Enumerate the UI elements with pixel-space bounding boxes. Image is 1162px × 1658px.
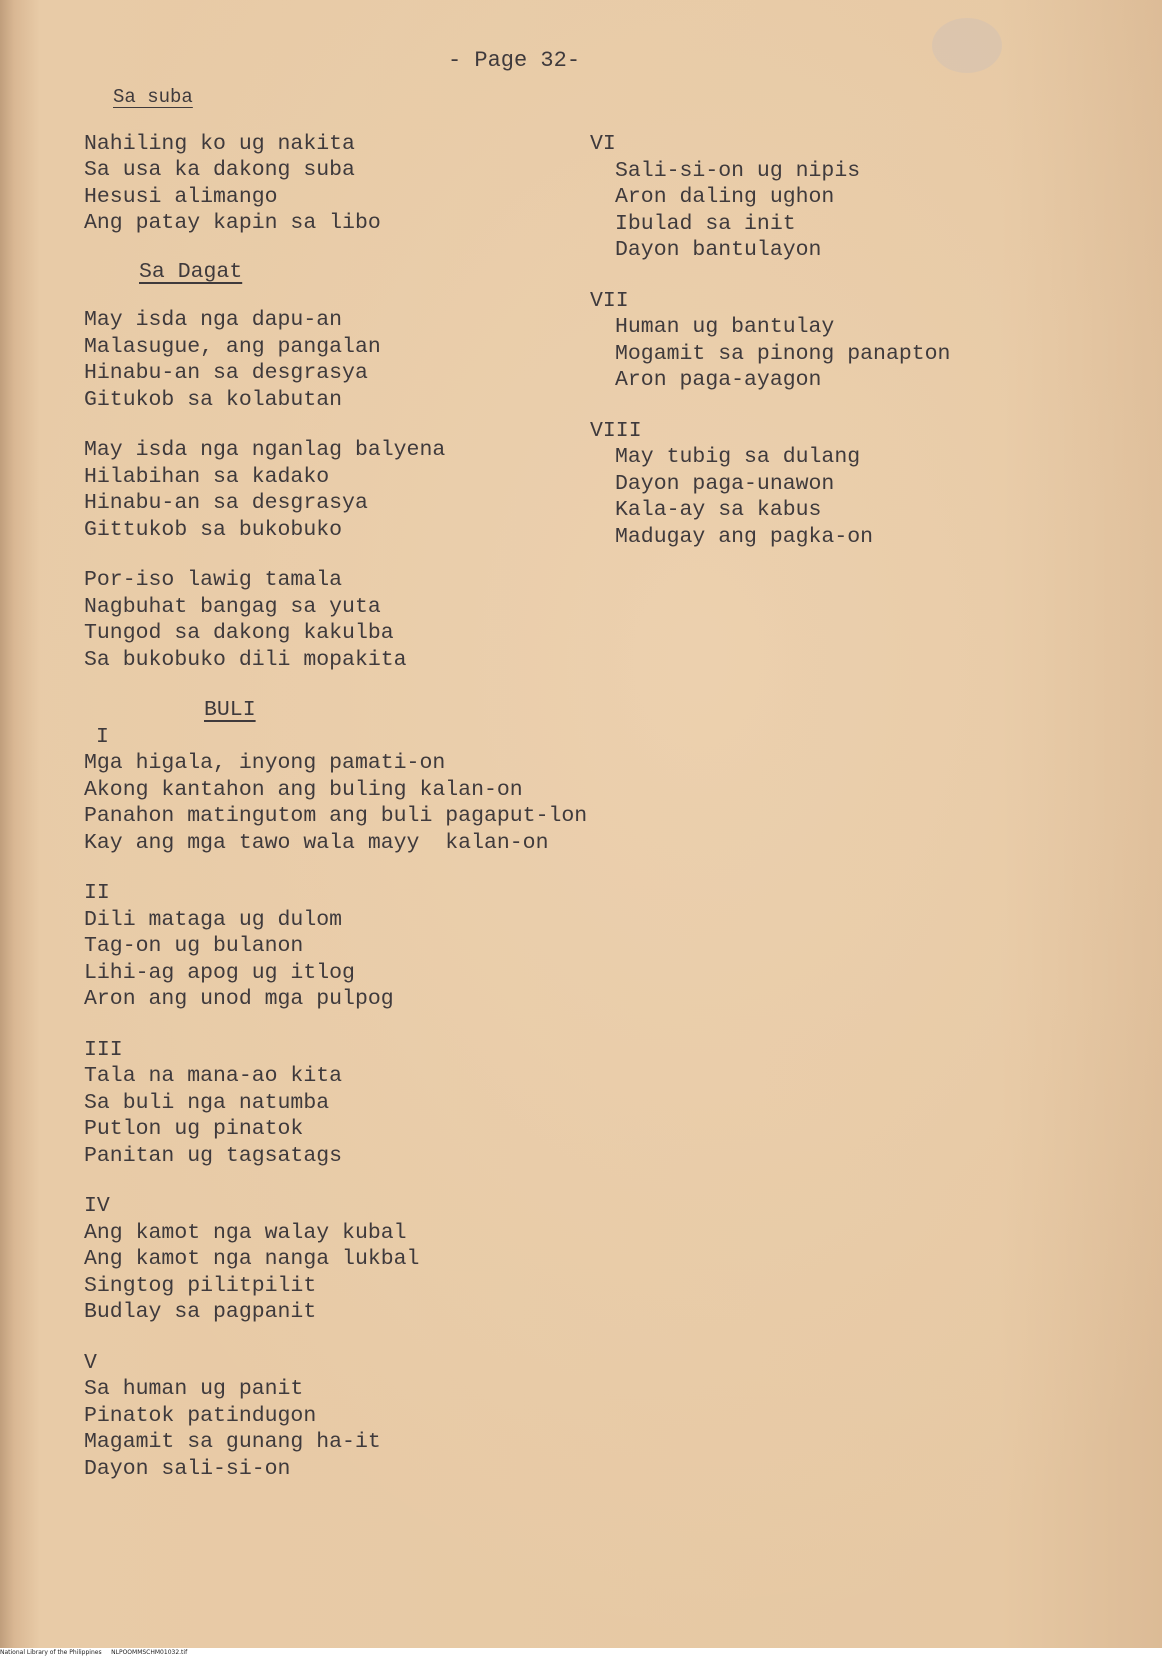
verse-line: Panahon matingutom ang buli pagaput-lon [84, 804, 588, 828]
verse-line: Aron daling ughon [615, 185, 835, 209]
verse-line: Sa usa ka dakong suba [84, 158, 355, 182]
verse-line: Hinabu-an sa desgrasya [84, 361, 368, 385]
verse-line: Tag-on ug bulanon [84, 934, 304, 958]
verse-line: Malasugue, ang pangalan [84, 334, 381, 359]
verse-line: Kay ang mga tawo wala mayy kalan-on [84, 830, 549, 855]
verse-line: Akong kantahon ang buling kalan-on [84, 777, 523, 802]
verse-line: Sa bukobuko dili mopakita [84, 647, 407, 672]
stanza-numeral: IV [84, 1194, 110, 1218]
verse-line: Dili mataga ug dulom [84, 907, 343, 932]
verse-line: Ang kamot nga nanga lukbal [84, 1247, 420, 1271]
verse-line: Aron ang unod mga pulpog [84, 987, 394, 1011]
stanza [84, 131, 644, 237]
verse-line: Ibulad sa init [615, 211, 796, 236]
paper-stain [932, 18, 1002, 73]
verse-line: Mogamit sa pinong panapton [615, 341, 951, 366]
verse-line: Ang kamot nga walay kubal [84, 1220, 407, 1245]
verse-line: Sali-si-on ug nipis [615, 158, 861, 183]
section-sa-suba [84, 84, 644, 237]
stanza-numeral: VIII [590, 418, 642, 443]
verse-line: Aron paga-ayagon [615, 368, 822, 392]
stanza-numeral: III [84, 1037, 123, 1062]
stanza-numeral: VI [590, 132, 616, 156]
verse-line: Ang patay kapin sa libo [84, 211, 381, 235]
verse-line: Gittukob sa bukobuko [84, 517, 343, 542]
verse-line: Human ug bantulay [615, 315, 835, 339]
verse-line: Hinabu-an sa desgrasya [84, 491, 368, 515]
stanza [84, 307, 644, 413]
right-column [590, 131, 1010, 550]
verse-line: Dayon paga-unawon [615, 471, 835, 496]
verse-line: Nagbuhat bangag sa yuta [84, 594, 381, 619]
verse-line: Dayon bantulayon [615, 238, 822, 262]
verse-line: Budlay sa pagpanit [84, 1300, 317, 1324]
verse-line: Lihi-ag apog ug itlog [84, 960, 355, 985]
section-heading: Sa suba [113, 86, 193, 108]
verse-line: Panitan ug tagsatags [84, 1143, 343, 1168]
library-name: National Library of the Philippines [0, 1649, 102, 1656]
section-sa-dagat [84, 259, 644, 674]
page-number: - Page 32- [448, 48, 581, 73]
verse-line: Sa human ug panit [84, 1377, 304, 1401]
scan-footer [0, 1648, 1162, 1658]
stanza [590, 288, 1010, 394]
stanza-numeral: II [84, 881, 110, 905]
verse-line: Madugay ang pagka-on [615, 524, 874, 549]
section-heading: Sa Dagat [139, 259, 243, 284]
stanza [84, 567, 644, 673]
stanza [84, 1193, 644, 1326]
verse-line: Sa buli nga natumba [84, 1090, 330, 1115]
stanza [590, 131, 1010, 264]
verse-line: Hesusi alimango [84, 184, 278, 209]
section-heading: BULI [204, 698, 256, 722]
verse-line: Gitukob sa kolabutan [84, 387, 343, 412]
stanza [84, 1350, 644, 1483]
verse-line: Dayon sali-si-on [84, 1456, 291, 1481]
verse-line: Mga higala, inyong pamati-on [84, 751, 446, 775]
verse-line: Kala-ay sa kabus [615, 498, 822, 522]
stanza [84, 437, 644, 543]
verse-line: Singtog pilitpilit [84, 1273, 317, 1298]
stanza [590, 418, 1010, 551]
stanza-numeral: VII [590, 288, 629, 313]
verse-line: Pinatok patindugon [84, 1403, 317, 1428]
verse-line: May tubig sa dulang [615, 445, 861, 469]
verse-line: Hilabihan sa kadako [84, 464, 330, 489]
stanza [84, 880, 644, 1013]
stanza-numeral: V [84, 1350, 97, 1375]
verse-line: Nahiling ko ug nakita [84, 131, 355, 156]
stanza [84, 1037, 644, 1170]
verse-line: Por-iso lawig tamala [84, 568, 343, 592]
verse-line: Magamit sa gunang ha-it [84, 1430, 381, 1454]
stanza [84, 724, 644, 857]
file-id: NLPOOMMSCHM01032.tif [111, 1649, 188, 1656]
section-buli [84, 697, 644, 1482]
verse-line: Putlon ug pinatok [84, 1117, 304, 1141]
stanza-numeral: I [96, 724, 109, 749]
verse-line: Tala na mana-ao kita [84, 1064, 343, 1088]
left-column [84, 84, 644, 1482]
verse-line: May isda nga dapu-an [84, 308, 343, 332]
verse-line: May isda nga nganlag balyena [84, 438, 446, 462]
verse-line: Tungod sa dakong kakulba [84, 621, 394, 645]
